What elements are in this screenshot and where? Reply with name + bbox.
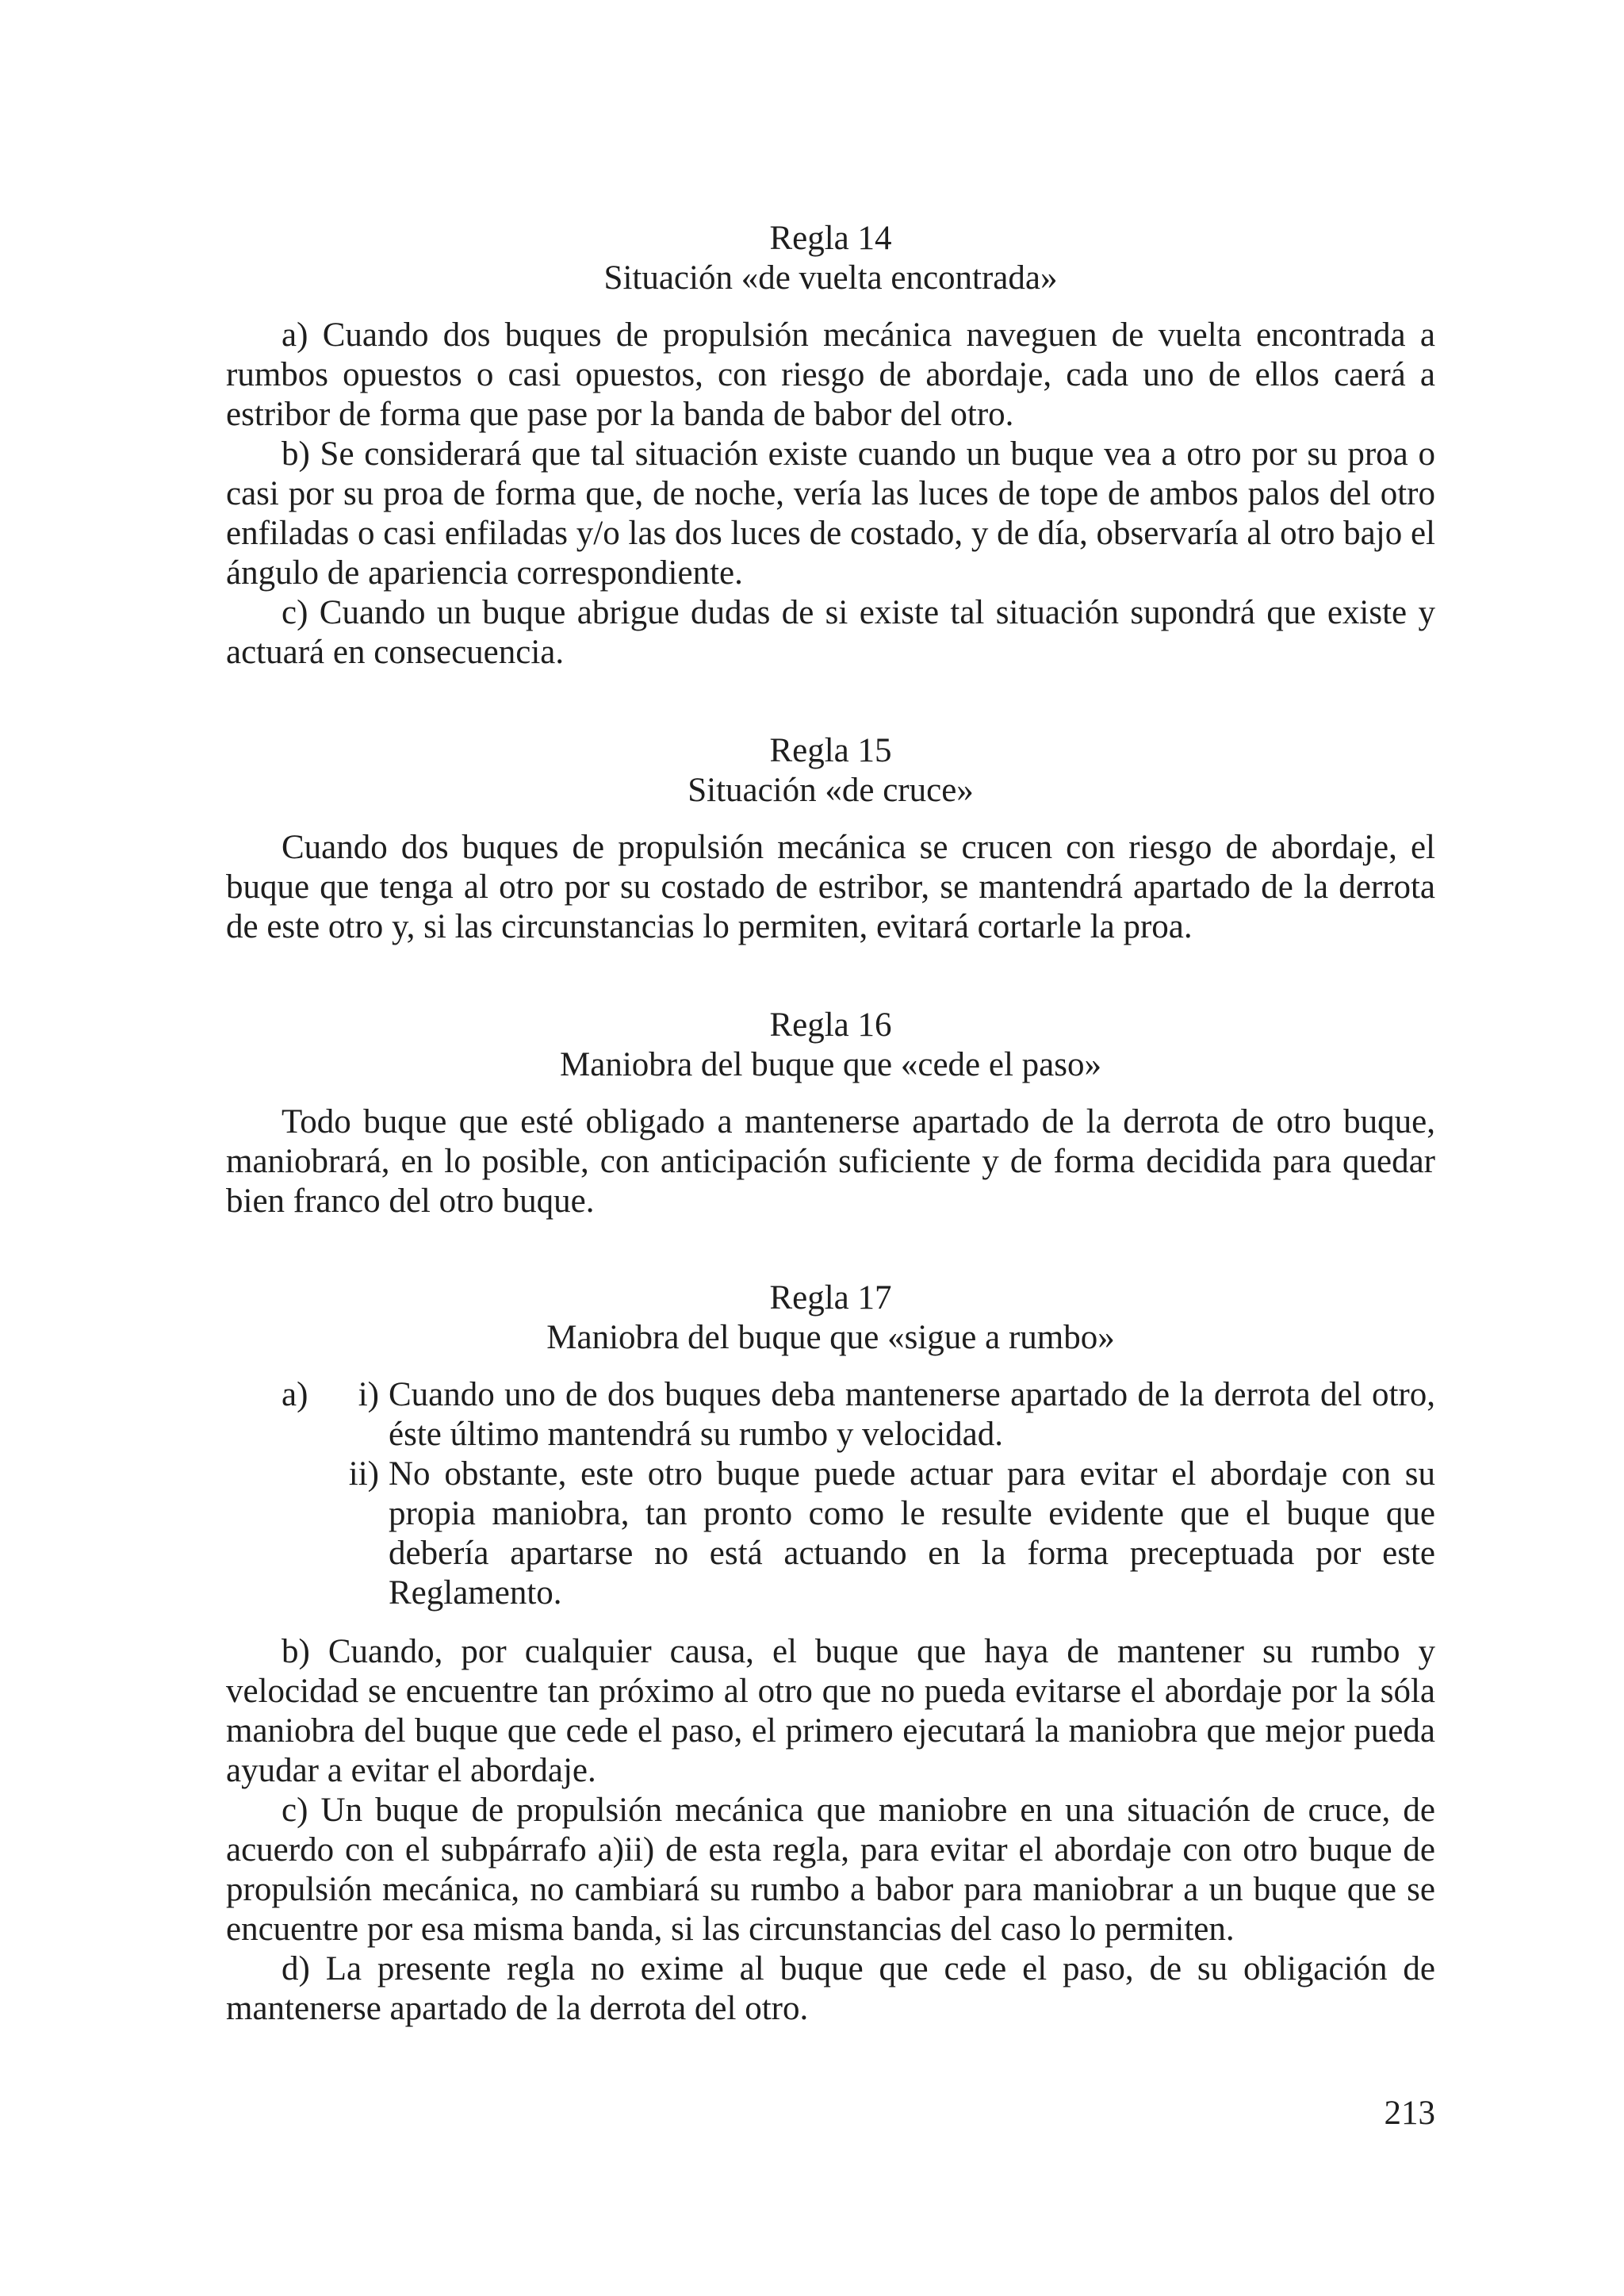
rule-title: Maniobra del buque que «sigue a rumbo» (546, 1319, 1115, 1356)
rule-paragraph: Cuando dos buques de propulsión mecánica se crucen con riesgo de abordaje, el buque que tenga al otro por su costado de estribor, se mantendrá apartado de la derrota de este otro y, si las circunstancias lo permiten, evitará cortarle la proa. (226, 829, 1435, 945)
rule-heading (226, 1278, 1435, 1358)
rule-number: Regla 15 (769, 732, 892, 769)
subparagraph-list (226, 1375, 1435, 1613)
rule-paragraph: a) Cuando dos buques de propulsión mecánica naveguen de vuelta encontrada a rumbos opuestos o casi opuestos, con riesgo de abordaje, cada uno de ellos caerá a estribor de forma que pase por la banda de babor del otro. (226, 316, 1435, 433)
rule-paragraph: b) Se considerará que tal situación existe cuando un buque vea a otro por su proa o casi por su proa de forma que, de noche, vería las luces de tope de ambos palos del otro enfiladas o casi enfiladas y/o las dos luces de costado, y de día, observaría al otro bajo el ángulo de apariencia correspondiente. (226, 435, 1435, 592)
rule-17 (226, 1278, 1435, 2029)
rule-number: Regla 16 (769, 1006, 892, 1044)
rule-heading (226, 1006, 1435, 1085)
rule-paragraph: b) Cuando, por cualquier causa, el buque que haya de mantener su rumbo y velocidad se encuentre tan próximo al otro que no pueda evitarse el abordaje por la sóla maniobra del buque que cede el paso, el primero ejecutará la maniobra que mejor pueda ayudar a evitar el abordaje. (226, 1633, 1435, 1789)
rule-paragraph: c) Cuando un buque abrigue dudas de si existe tal situación supondrá que existe y actuará en consecuencia. (226, 594, 1435, 671)
list-marker: i) (358, 1376, 379, 1413)
list-item (226, 1375, 1435, 1455)
list-marker: a) (282, 1376, 308, 1413)
list-item-text: Cuando uno de dos buques deba mantenerse apartado de la derrota del otro, éste último mantendrá su rumbo y velocidad. (389, 1376, 1435, 1453)
rule-title: Maniobra del buque que «cede el paso» (560, 1046, 1101, 1083)
rule-15 (226, 731, 1435, 947)
rule-title: Situación «de vuelta encontrada» (603, 259, 1058, 297)
rule-paragraph: c) Un buque de propulsión mecánica que maniobre en una situación de cruce, de acuerdo con el subpárrafo a)ii) de esta regla, para evitar el abordaje con otro buque de propulsión mecánica, no cambiará su rumbo a babor para maniobrar a un buque que se encuentre por esa misma banda, si las circunstancias del caso lo permiten. (226, 1792, 1435, 1948)
rule-title: Situación «de cruce» (688, 772, 974, 809)
list-item (226, 1455, 1435, 1613)
rule-paragraph: d) La presente regla no exime al buque que cede el paso, de su obligación de mantenerse apartado de la derrota del otro. (226, 1950, 1435, 2027)
list-marker: ii) (348, 1455, 379, 1493)
rule-heading (226, 731, 1435, 811)
rule-paragraph: Todo buque que esté obligado a mantenerse apartado de la derrota de otro buque, maniobrará, en lo posible, con anticipación suficiente y de forma decidida para quedar bien franco del otro buque. (226, 1103, 1435, 1220)
rule-number: Regla 17 (769, 1279, 892, 1317)
rule-heading (226, 219, 1435, 298)
rule-14 (226, 219, 1435, 673)
rule-16 (226, 1006, 1435, 1221)
list-item-text: No obstante, este otro buque puede actuar para evitar el abordaje con su propia maniobra, tan pronto como le resulte evidente que el buque que debería apartarse no está actuando en la forma preceptuada por este Reglamento. (389, 1455, 1435, 1612)
page-number: 213 (1384, 2095, 1435, 2132)
rule-number: Regla 14 (769, 220, 892, 257)
